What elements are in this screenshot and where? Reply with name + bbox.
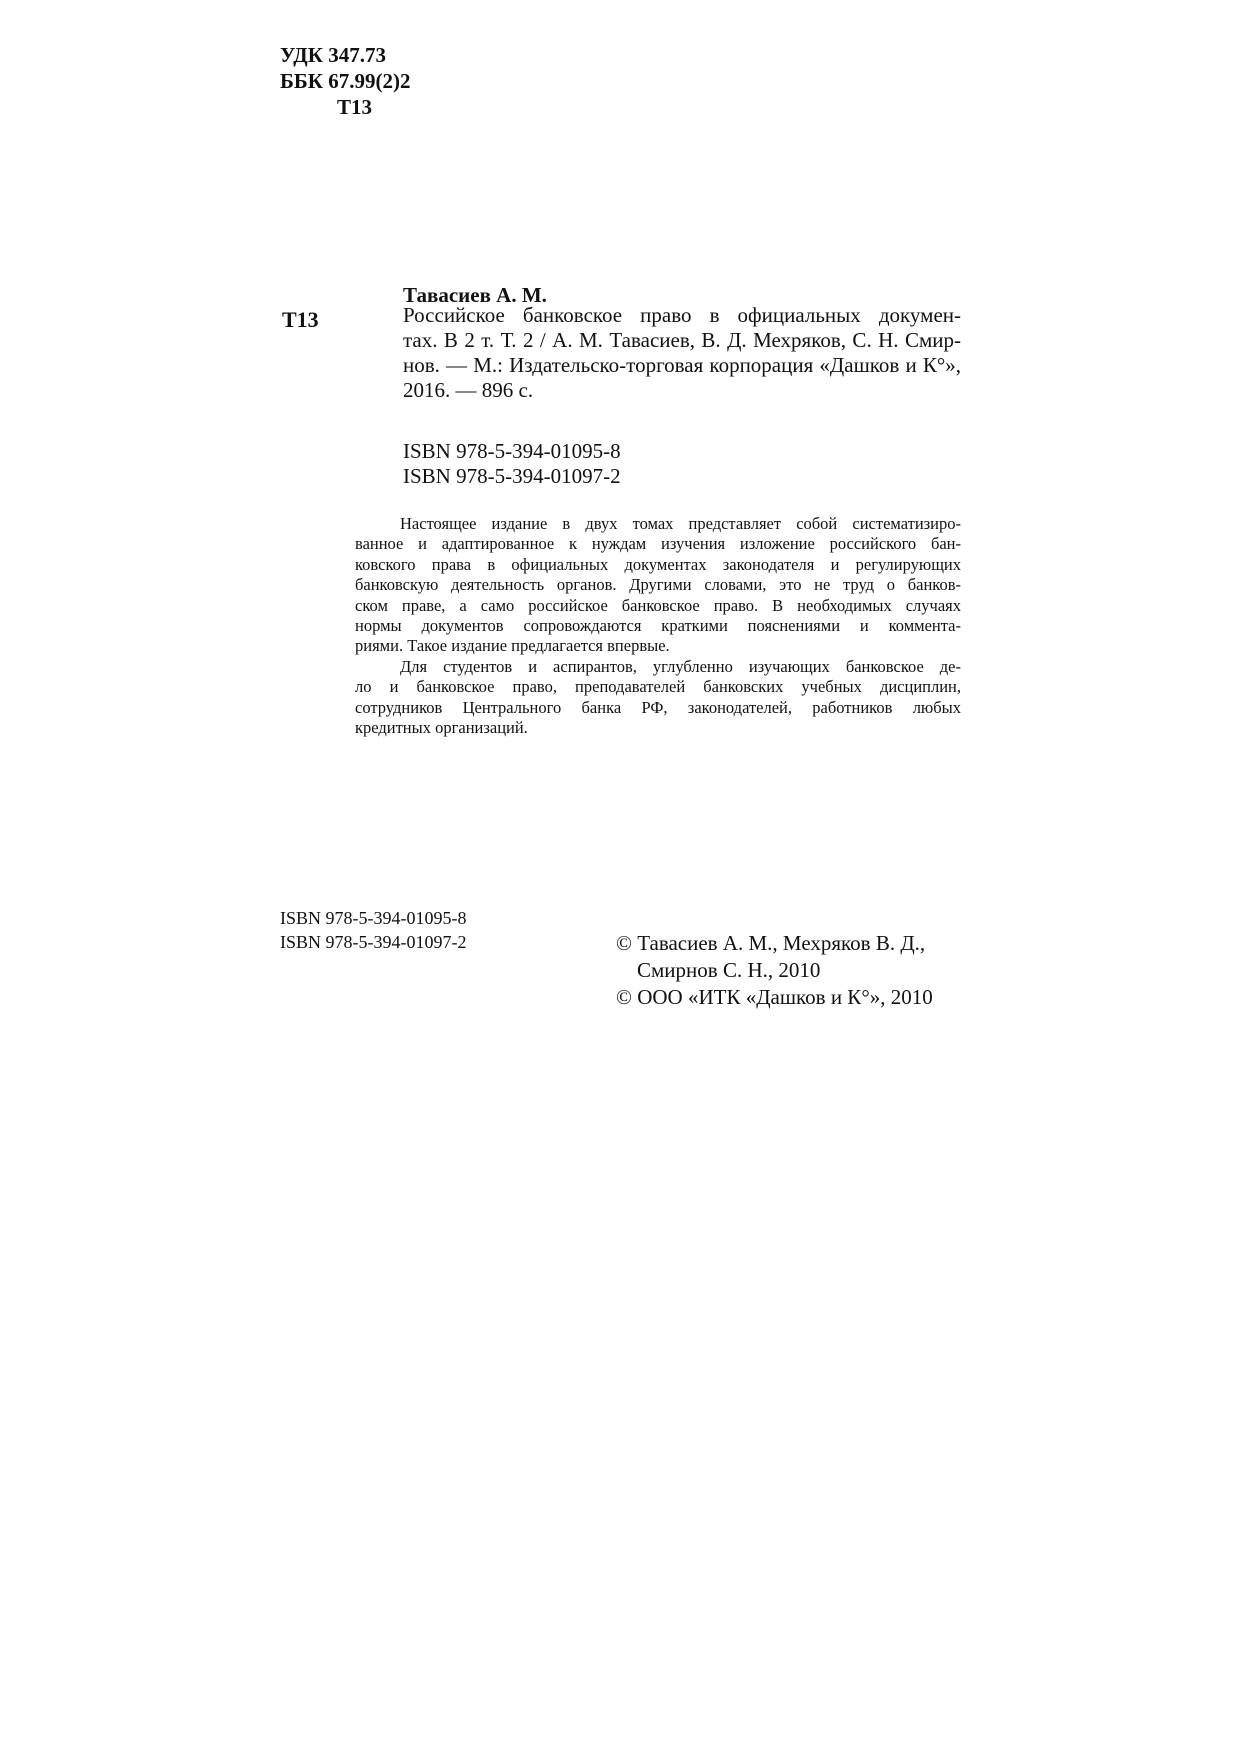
entry-author-mark: Т13: [282, 307, 319, 332]
footer-isbn-list: [280, 906, 467, 954]
annotation-line: ло и банковское право, преподавателей банковских учебных дисциплин,: [355, 677, 961, 697]
udk-code: УДК 347.73: [280, 43, 386, 67]
copyright-line: © ООО «ИТК «Дашков и К°», 2010: [616, 985, 933, 1009]
classification-codes: [280, 42, 410, 120]
annotation-line: ском праве, а само российское банковское право. В необходимых случаях: [355, 595, 961, 615]
annotation-line: Настоящее издание в двух томах представляет собой систематизиро-: [400, 514, 961, 533]
annotation-line: ковского права в официальных документах законодателя и регулирующих: [355, 554, 961, 574]
isbn-line: ISBN 978-5-394-01097-2: [403, 464, 621, 488]
annotation: [355, 514, 961, 738]
entry-isbn-list: [403, 439, 621, 489]
biblio-line: 2016. — 896 с.: [403, 378, 534, 402]
annotation-line: Для студентов и аспирантов, углубленно изучающих банковское де-: [400, 656, 961, 676]
biblio-line: Российское банковское право в официальных докумен-: [403, 303, 961, 327]
annotation-line: банковскую деятельность органов. Другими словами, это не труд о банков-: [355, 575, 961, 595]
author-mark: Т13: [337, 95, 373, 119]
annotation-line: кредитных организаций.: [355, 718, 528, 738]
biblio-line: нов. — М.: Издательско-торговая корпорация «Дашков и К°»,: [403, 353, 961, 377]
biblio-line: тах. В 2 т. Т. 2 / А. М. Тавасиев, В. Д. Мехряков, С. Н. Смир-: [403, 328, 961, 352]
isbn-line: ISBN 978-5-394-01097-2: [280, 932, 467, 952]
annotation-line: риями. Такое издание предлагается впервые.: [355, 636, 670, 656]
copyright-notice: [616, 930, 933, 1011]
annotation-line: сотрудников Центрального банка РФ, законодателей, работников любых: [355, 697, 961, 717]
isbn-line: ISBN 978-5-394-01095-8: [280, 908, 467, 928]
annotation-line: нормы документов сопровождаются краткими пояснениями и коммента-: [355, 616, 961, 636]
copyright-line: © Тавасиев А. М., Мехряков В. Д.,: [616, 931, 926, 955]
copyright-line: Смирнов С. Н., 2010: [637, 958, 821, 982]
bibliographic-description: [403, 303, 961, 403]
entry-author: Тавасиев А. М.: [403, 283, 547, 307]
bbk-code: ББК 67.99(2)2: [280, 69, 411, 93]
annotation-line: ванное и адаптированное к нуждам изучения изложение российского бан-: [355, 534, 961, 554]
isbn-line: ISBN 978-5-394-01095-8: [403, 439, 621, 463]
